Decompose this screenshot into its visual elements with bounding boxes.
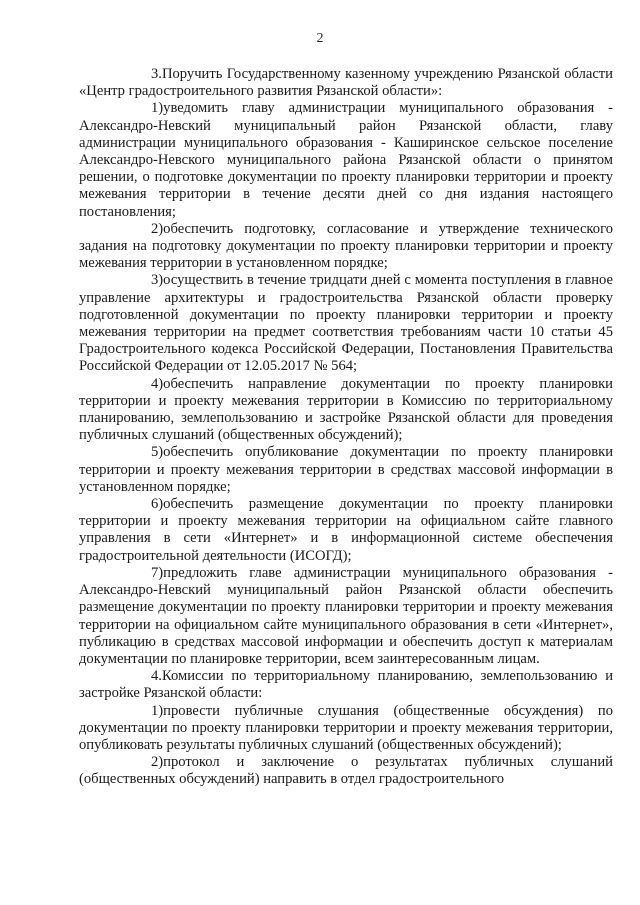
paragraph-3-7 — [79, 565, 613, 668]
paragraph-text: обеспечить подготовку, согласование и утверждение технического задания на подготовку документации по проекту планировки территории и проекту межевания территории в установленном порядке; — [79, 220, 613, 272]
paragraph-text: Поручить Государственному казенному учреждению Рязанской области «Центр градостроительного развития Рязанской области»: — [79, 66, 613, 100]
paragraph-text: протокол и заключение о результатах публичных слушаний (общественных обсуждений) направить в отдел градостроительного — [79, 754, 613, 788]
paragraph-3-5 — [79, 444, 613, 496]
paragraph-3-6 — [79, 496, 613, 565]
paragraph-text: уведомить главу администрации муниципального образования - Александро-Невский муниципальный район Рязанской области, главу администрации муниципального образования - Каширинское сельское поселение Александро-Невского муниципального района Рязанской области о принятом решении, о подготовке документации по проекту планировки территории и проекту межевания территории в течение десяти дней со дня издания настоящего постановления; — [79, 100, 613, 220]
page-number: 2 — [316, 31, 324, 46]
item-number: 1) — [151, 702, 164, 719]
paragraph-text: предложить главе администрации муниципального образования - Александро-Невский муниципальный район Рязанской области обеспечить размещение документации по проекту планировки территории и проекту межевания территории на официальном сайте муниципального образования в сети «Интернет», публикацию в средствах массовой информации и обеспечить доступ к материалам документации по планировке территории, всем заинтересованным лицам. — [79, 564, 613, 667]
paragraph-3-1 — [79, 100, 613, 220]
item-number: 3. — [151, 66, 162, 82]
paragraph-4-1 — [79, 703, 613, 755]
paragraph-text: провести публичные слушания (общественные обсуждения) по документации по проекту планировки территории и проекту межевания территории, опубликовать результаты публичных слушаний (общественных обсуждений); — [79, 702, 613, 753]
paragraph-3-3 — [79, 272, 613, 375]
paragraph-text: Комиссии по территориальному планированию, землепользованию и застройке Рязанской области: — [79, 668, 613, 702]
item-number: 6) — [151, 496, 164, 513]
paragraph-text: обеспечить направление документации по проекту планировки территории и проекту межевания территории в Комиссию по территориальному планированию, землепользованию и застройке Рязанской области для проведения публичных слушаний (общественных обсуждений); — [79, 375, 613, 444]
paragraph-4-2 — [79, 754, 613, 788]
item-number: 3) — [151, 272, 164, 289]
paragraph-4 — [79, 668, 613, 702]
paragraph-text: осуществить в течение тридцати дней с момента поступления в главное управление архитектуры и градостроительства Рязанской области проверку подготовленной документации по проекту планировки территории и проекту межевания территории на предмет соответствия требованиям части 10 статьи 45 Градостроительного кодекса Российской Федерации, Постановления Правительства Российской Федерации от 12.05.2017 № 564; — [79, 272, 613, 375]
item-number: 4. — [151, 668, 162, 685]
item-number: 5) — [151, 444, 164, 461]
item-number: 2) — [151, 754, 164, 771]
paragraph-text: обеспечить размещение документации по проекту планировки территории и проекту межевания территории на официальном сайте главного управления в сети «Интернет» и в информационной системе обеспечения градостроительной деятельности (ИСОГД); — [79, 496, 613, 564]
item-number: 1) — [151, 100, 164, 117]
document-body — [79, 66, 613, 789]
paragraph-3-2 — [79, 221, 613, 273]
paragraph-3 — [79, 66, 613, 100]
item-number: 4) — [151, 375, 164, 392]
paragraph-text: обеспечить опубликование документации по проекту планировки территории и проекту межевания территории в средствах массовой информации в установленном порядке; — [79, 444, 613, 495]
item-number: 2) — [151, 220, 164, 237]
item-number: 7) — [151, 564, 164, 581]
paragraph-3-4 — [79, 376, 613, 445]
